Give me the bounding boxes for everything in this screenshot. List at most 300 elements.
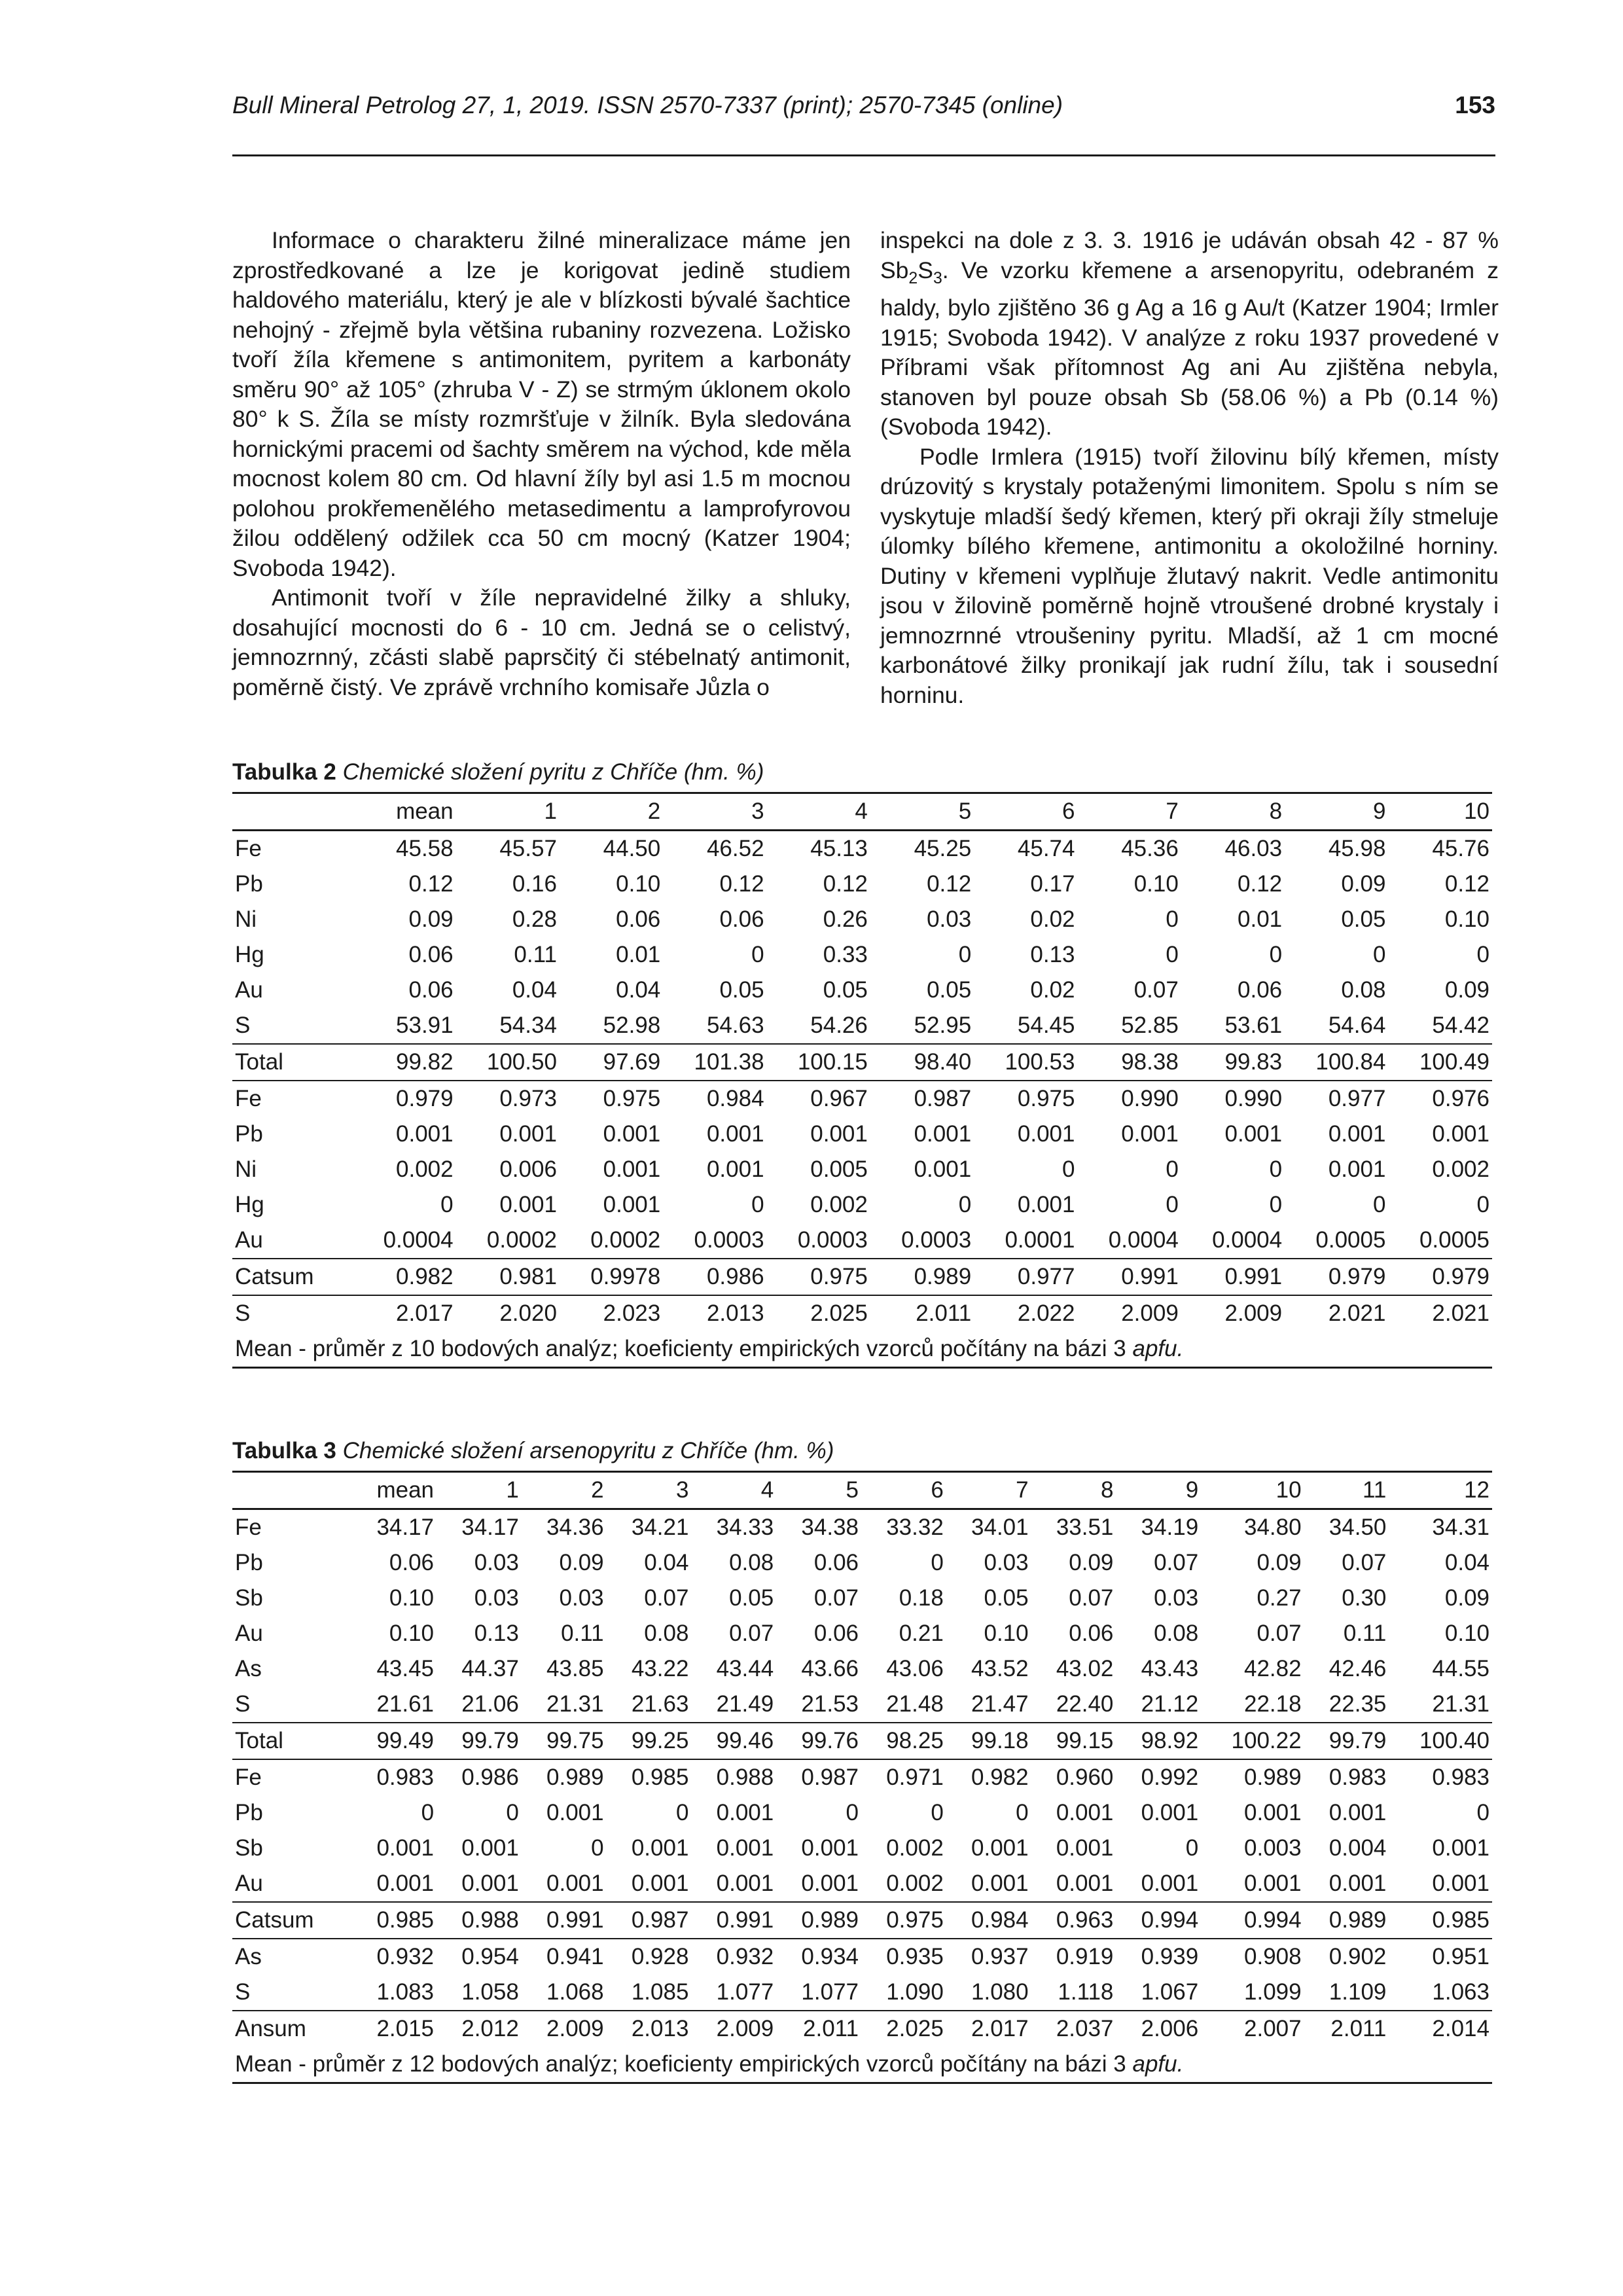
table-cell: 0.11 [561, 1621, 604, 1646]
table-cell: 21.61 [376, 1691, 435, 1717]
table-cell: 42.82 [1244, 1656, 1302, 1681]
table-cell: 53.91 [396, 1013, 454, 1038]
table-cell: 2.011 [1304, 2011, 1389, 2047]
table-cell: 0.09 [1444, 977, 1489, 1003]
table-cell: 45.58 [396, 836, 454, 861]
paragraph-inspection: inspekci na dole z 3. 3. 1916 je udáván obsah 42 - 87 % $Sb_2S_3$. Ve vzorku křemene a arsenopyritu, odebraném z haldy, bylo zjištěno 36 g Ag a 16 g Au/t (Katzer 1904; Irmler 1915; Svoboda 1942). V analýze z roku 1937 provedené v Příbrami však přítomnost Ag ani Au zjištěna nebyla, stanoven byl pouze obsah Sb (58.06 %) a Pb (0.14 %) (Svoboda 1942). [880, 227, 1499, 440]
table-cell: 1.063 [1432, 1979, 1489, 2005]
table-row [232, 1866, 1492, 1902]
table-cell: 0.006 [499, 1157, 557, 1182]
table-cell: 99.49 [351, 1723, 437, 1759]
table-cell: 0.03 [984, 1550, 1029, 1575]
table-cell: 0 [506, 1800, 519, 1825]
table-cell: 44.50 [603, 836, 661, 861]
table-cell: 43.52 [971, 1656, 1029, 1681]
table-cell: 1.083 [376, 1979, 435, 2005]
table-cell: 0.001 [1329, 1871, 1387, 1896]
table-cell: 0.13 [474, 1621, 519, 1646]
table-row [232, 1008, 1492, 1044]
table-cell: 21.31 [1432, 1691, 1489, 1717]
table-cell: 0.18 [899, 1585, 944, 1611]
page-number: 153 [1455, 92, 1495, 118]
page-header [232, 92, 1495, 157]
table-footnote-row [232, 2047, 1492, 2083]
table-cell: 0.001 [971, 1871, 1029, 1896]
table-cell: 0.002 [886, 1871, 944, 1896]
table-cell: 0.001 [1244, 1871, 1302, 1896]
table-cell: 98.40 [870, 1044, 974, 1081]
table-cell: 34.80 [1244, 1515, 1302, 1540]
table-cell: 0.12 [927, 871, 972, 897]
table-cell: 0.001 [971, 1835, 1029, 1861]
table-cell: 0.991 [1078, 1259, 1181, 1295]
table-cell: 54.26 [810, 1013, 868, 1038]
table-cell: 34.19 [1141, 1515, 1199, 1540]
header-cell: 9 [1185, 1477, 1199, 1503]
table-cell: 2.017 [352, 1295, 455, 1331]
table-cell: 99.25 [607, 1723, 692, 1759]
table-cell: 100.50 [456, 1044, 560, 1081]
table-cell: 0.989 [870, 1259, 974, 1295]
table-cell: 0.001 [1224, 1121, 1283, 1147]
table-cell: 1.068 [546, 1979, 604, 2005]
table-cell: 0.33 [823, 942, 868, 967]
table-cell: 0.0003 [694, 1227, 764, 1253]
row-label: Fe [235, 836, 262, 861]
table-cell: 54.63 [706, 1013, 764, 1038]
table-cell: 2.009 [1181, 1295, 1285, 1331]
table-cell: 45.13 [810, 836, 868, 861]
table-cell: 0.979 [352, 1081, 455, 1117]
table-cell: 0.985 [607, 1759, 692, 1795]
table-cell: 0.982 [946, 1759, 1031, 1795]
header-cell: mean [396, 798, 454, 824]
table-cell: 0.977 [974, 1259, 1077, 1295]
table-cell: 99.46 [691, 1723, 776, 1759]
table-cell: 0 [1372, 942, 1386, 967]
header-cell: 6 [931, 1477, 944, 1503]
table-cell: 34.33 [716, 1515, 774, 1540]
table-cell: 0.001 [631, 1871, 689, 1896]
table-cell: 0.989 [522, 1759, 607, 1795]
table-cell: 0.984 [946, 1902, 1031, 1939]
table-cell: 43.02 [1056, 1656, 1114, 1681]
table-cell: 0.10 [616, 871, 661, 897]
table-cell: 0.001 [716, 1800, 774, 1825]
table-cell: 0.989 [776, 1902, 861, 1939]
table-cell: 0 [1062, 1157, 1075, 1182]
table-cell: 98.25 [861, 1723, 946, 1759]
table-cell: 0.971 [861, 1759, 946, 1795]
table-cell: 0.21 [899, 1621, 944, 1646]
table-row [232, 831, 1492, 867]
table-cell: 22.40 [1056, 1691, 1114, 1717]
table-cell: 2.017 [946, 2011, 1031, 2047]
table-cell: 0.03 [474, 1550, 519, 1575]
table-cell: 0.02 [1030, 906, 1075, 932]
table-cell: 34.17 [461, 1515, 519, 1540]
row-label: Pb [235, 1121, 263, 1147]
table-cell: 0.975 [974, 1081, 1077, 1117]
table-cell: 0.001 [1141, 1871, 1199, 1896]
table-cell: 54.45 [1017, 1013, 1075, 1038]
header-cell: 3 [675, 1477, 689, 1503]
table-cell: 0.001 [1432, 1871, 1489, 1896]
row-label: Fe [235, 1515, 262, 1540]
row-label: As [235, 1656, 262, 1681]
table-cell: 0.001 [603, 1192, 661, 1217]
table-cell: 0.979 [1285, 1259, 1388, 1295]
table-cell: 0.0004 [383, 1227, 454, 1253]
table-cell: 0.001 [914, 1121, 972, 1147]
table-cell: 0 [751, 942, 764, 967]
table-cell: 0.001 [1432, 1835, 1489, 1861]
table-cell: 0.06 [1069, 1621, 1114, 1646]
table-cell: 0.001 [376, 1835, 435, 1861]
table-cell: 0.0004 [1212, 1227, 1283, 1253]
table-caption [232, 1438, 1492, 1464]
table-row [232, 1975, 1492, 2011]
table-cell: 2.011 [776, 2011, 861, 2047]
row-label: Total [232, 1723, 351, 1759]
table-cell: 0.001 [914, 1157, 972, 1182]
table-cell: 21.12 [1141, 1691, 1199, 1717]
table-cell: 0.27 [1257, 1585, 1302, 1611]
table-cell: 0.983 [1389, 1759, 1492, 1795]
table-cell: 0.992 [1116, 1759, 1201, 1795]
table-cell: 0.001 [376, 1871, 435, 1896]
table-cell: 0 [421, 1800, 435, 1825]
table-row [232, 2011, 1492, 2047]
table-cell: 0.990 [1181, 1081, 1285, 1117]
table-cell: 0.934 [776, 1939, 861, 1975]
table-cell: 45.25 [914, 836, 972, 861]
table-label: Tabulka 2 [232, 759, 336, 785]
table-cell: 0.001 [1056, 1871, 1114, 1896]
table-row [232, 1117, 1492, 1152]
table-title: Chemické složení arsenopyritu z Chříče (hm. %) [342, 1438, 834, 1463]
table-cell: 2.009 [691, 2011, 776, 2047]
table-cell: 45.36 [1121, 836, 1179, 861]
table-row [232, 1795, 1492, 1831]
table-row [232, 1187, 1492, 1223]
table-cell: 21.31 [546, 1691, 604, 1717]
table-cell: 0 [1269, 1192, 1283, 1217]
table-cell: 0.985 [1389, 1902, 1492, 1939]
table-row [232, 1295, 1492, 1331]
row-label: Pb [235, 1800, 263, 1825]
table-cell: 0.990 [1078, 1081, 1181, 1117]
journal-citation: Bull Mineral Petrolog 27, 1, 2019. ISSN 2570-7337 (print); 2570-7345 (online) [232, 92, 1063, 118]
table-cell: 0.06 [813, 1550, 859, 1575]
table-row [232, 1081, 1492, 1117]
table-cell: 0.10 [1444, 906, 1489, 932]
table-cell: 1.090 [886, 1979, 944, 2005]
header-cell: 4 [760, 1477, 774, 1503]
table-cell: 0.001 [1329, 1800, 1387, 1825]
header-cell: 10 [1464, 798, 1489, 824]
table-cell: 0.01 [1238, 906, 1283, 932]
table-cell: 0.960 [1031, 1759, 1116, 1795]
table-cell: 0.08 [644, 1621, 689, 1646]
table-cell: 0.28 [512, 906, 557, 932]
table-cell: 0 [1016, 1800, 1029, 1825]
table-cell: 0.03 [1154, 1585, 1199, 1611]
table-cell: 21.49 [716, 1691, 774, 1717]
table-cell: 0.0004 [1108, 1227, 1179, 1253]
text-column-right [880, 226, 1499, 710]
table-cell: 0.08 [729, 1550, 774, 1575]
table-cell: 0.05 [927, 977, 972, 1003]
table-cell: 0 [1166, 906, 1179, 932]
table-cell: 2.011 [870, 1295, 974, 1331]
table-footnote-row [232, 1331, 1492, 1368]
table-cell: 21.48 [886, 1691, 944, 1717]
table-row [232, 973, 1492, 1008]
table-cell: 33.32 [886, 1515, 944, 1540]
table-cell: 0 [1476, 1800, 1489, 1825]
table-cell: 44.37 [461, 1656, 519, 1681]
table-cell: 100.40 [1389, 1723, 1492, 1759]
table-cell: 22.35 [1329, 1691, 1387, 1717]
table-cell: 54.64 [1328, 1013, 1386, 1038]
table-cell: 0.12 [1444, 871, 1489, 897]
table-cell: 0.005 [810, 1157, 868, 1182]
table-cell: 54.34 [499, 1013, 557, 1038]
table-row [232, 1831, 1492, 1866]
table-cell: 0.003 [1244, 1835, 1302, 1861]
table-cell: 0.975 [560, 1081, 663, 1117]
table-cell: 0.03 [474, 1585, 519, 1611]
table-cell: 2.023 [560, 1295, 663, 1331]
table-cell: 52.85 [1121, 1013, 1179, 1038]
row-label: S [232, 1295, 352, 1331]
table-cell: 2.006 [1116, 2011, 1201, 2047]
table-cell: 0.09 [559, 1550, 604, 1575]
table-cell: 0.10 [389, 1585, 435, 1611]
table-cell: 0.06 [408, 977, 454, 1003]
table-cell: 101.38 [663, 1044, 766, 1081]
table-cell: 0.987 [607, 1902, 692, 1939]
table-cell: 0.001 [1432, 1121, 1489, 1147]
table-cell: 0.919 [1031, 1939, 1116, 1975]
table-cell: 0 [1166, 1157, 1179, 1182]
table-cell: 0.05 [729, 1585, 774, 1611]
table-cell: 43.85 [546, 1656, 604, 1681]
header-cell-element [232, 1472, 351, 1509]
table-cell: 0 [1166, 1192, 1179, 1217]
table-cell: 0 [958, 1192, 972, 1217]
table-cell: 0 [846, 1800, 859, 1825]
table-cell: 52.98 [603, 1013, 661, 1038]
row-label: As [232, 1939, 351, 1975]
table-cell: 43.66 [801, 1656, 859, 1681]
table-cell: 0 [1269, 1157, 1283, 1182]
table-cell: 0.10 [1444, 1621, 1489, 1646]
row-label: Pb [235, 1550, 263, 1575]
table-cell: 98.92 [1116, 1723, 1201, 1759]
table-row [232, 902, 1492, 937]
table-cell: 100.53 [974, 1044, 1077, 1081]
row-label: Catsum [232, 1259, 352, 1295]
table-cell: 53.61 [1224, 1013, 1283, 1038]
table-cell: 0.973 [456, 1081, 560, 1117]
table-cell: 99.15 [1031, 1723, 1116, 1759]
table-cell: 0.001 [716, 1871, 774, 1896]
row-label: Pb [235, 871, 263, 897]
table-cell: 100.84 [1285, 1044, 1388, 1081]
table-pyrite [232, 759, 1492, 1369]
paragraph-antimonite: Antimonit tvoří v žíle nepravidelné žilky a shluky, dosahující mocnosti do 6 - 10 cm. Jedná se o celistvý, jemnozrnný, zčásti slabě paprsčitý či stébelnatý antimonit, poměrně čistý. Ve zprávě vrchního komisaře Jůzla o [232, 584, 851, 700]
table-cell: 45.98 [1328, 836, 1386, 861]
table-cell: 0.988 [691, 1759, 776, 1795]
header-cell: 3 [751, 798, 764, 824]
table-cell: 0.001 [603, 1157, 661, 1182]
table-cell: 0.06 [389, 1550, 435, 1575]
table-cell: 2.021 [1285, 1295, 1388, 1331]
header-cell: 1 [544, 798, 557, 824]
table-cell: 0.932 [351, 1939, 437, 1975]
table-cell: 0.001 [396, 1121, 454, 1147]
table-cell: 0 [1185, 1835, 1199, 1861]
table-cell: 0.07 [1342, 1550, 1387, 1575]
table-cell: 0.001 [461, 1835, 519, 1861]
table-cell: 0.963 [1031, 1902, 1116, 1939]
table-cell: 0 [931, 1800, 944, 1825]
row-label: Catsum [232, 1902, 351, 1939]
table-cell: 0.11 [514, 942, 557, 967]
table-cell: 2.025 [861, 2011, 946, 2047]
table-cell: 0.991 [691, 1902, 776, 1939]
table-cell: 99.83 [1181, 1044, 1285, 1081]
table-cell: 0 [675, 1800, 689, 1825]
table-title: Chemické složení pyritu z Chříče (hm. %) [342, 759, 764, 785]
table-cell: 2.014 [1389, 2011, 1492, 2047]
table-cell: 98.38 [1078, 1044, 1181, 1081]
text-column-left [232, 226, 851, 702]
header-cell-element [232, 793, 352, 831]
table-row [232, 937, 1492, 973]
table-cell: 0.10 [1133, 871, 1179, 897]
row-label: S [235, 1691, 251, 1717]
table-cell: 0.994 [1116, 1902, 1201, 1939]
table-cell: 0.30 [1342, 1585, 1387, 1611]
table-cell: 34.31 [1432, 1515, 1489, 1540]
table-cell: 0.12 [823, 871, 868, 897]
table-cell: 0.982 [352, 1259, 455, 1295]
table-cell: 0.07 [1069, 1585, 1114, 1611]
table-cell: 0.12 [1238, 871, 1283, 897]
table-cell: 0.001 [631, 1835, 689, 1861]
table-cell: 0.07 [1154, 1550, 1199, 1575]
table-cell: 0.07 [813, 1585, 859, 1611]
table-cell: 99.79 [437, 1723, 522, 1759]
table-cell: 34.01 [971, 1515, 1029, 1540]
table-cell: 99.79 [1304, 1723, 1389, 1759]
table-cell: 0.08 [1341, 977, 1386, 1003]
table-cell: 0.02 [1030, 977, 1075, 1003]
table-cell: 34.21 [631, 1515, 689, 1540]
table-cell: 34.38 [801, 1515, 859, 1540]
table-cell: 0.001 [499, 1192, 557, 1217]
table-cell: 0.001 [1017, 1192, 1075, 1217]
header-cell: 5 [958, 798, 972, 824]
table-cell: 0.03 [927, 906, 972, 932]
table-cell: 0.983 [351, 1759, 437, 1795]
table-cell: 100.22 [1201, 1723, 1304, 1759]
table-cell: 100.15 [767, 1044, 870, 1081]
table-cell: 0.989 [1304, 1902, 1389, 1939]
table-cell: 2.015 [351, 2011, 437, 2047]
row-label: Fe [232, 1759, 351, 1795]
table-cell: 0.12 [719, 871, 764, 897]
table-arsenopyrite [232, 1438, 1492, 2084]
row-label: S [235, 1013, 251, 1038]
table-cell: 0.902 [1304, 1939, 1389, 1975]
header-cell: 12 [1464, 1477, 1489, 1503]
table-row [232, 1581, 1492, 1616]
table-cell: 0.001 [810, 1121, 868, 1147]
header-cell: 8 [1100, 1477, 1114, 1503]
table-cell: 0.17 [1030, 871, 1075, 897]
table-cell: 0.935 [861, 1939, 946, 1975]
table-cell: 0.986 [663, 1259, 766, 1295]
table-cell: 0.002 [886, 1835, 944, 1861]
table-cell: 2.025 [767, 1295, 870, 1331]
table-cell: 0.10 [389, 1621, 435, 1646]
table-cell: 0.001 [706, 1121, 764, 1147]
header-cell: 7 [1016, 1477, 1029, 1503]
row-label: Au [235, 1621, 263, 1646]
table-cell: 0.09 [1257, 1550, 1302, 1575]
table-cell: 0.932 [691, 1939, 776, 1975]
table-cell: 21.06 [461, 1691, 519, 1717]
table-cell: 99.82 [352, 1044, 455, 1081]
table-cell: 0.928 [607, 1939, 692, 1975]
table-cell: 21.47 [971, 1691, 1029, 1717]
table-row [232, 1902, 1492, 1939]
header-cell: 11 [1363, 1477, 1387, 1503]
row-label: Sb [235, 1585, 263, 1611]
table-cell: 0.09 [1069, 1550, 1114, 1575]
arsenopyrite-composition-table [232, 1471, 1492, 2084]
table-cell: 0.001 [801, 1871, 859, 1896]
table-cell: 0.984 [663, 1081, 766, 1117]
table-cell: 2.009 [1078, 1295, 1181, 1331]
table-cell: 46.52 [706, 836, 764, 861]
table-cell: 0.954 [437, 1939, 522, 1975]
table-cell: 0.987 [870, 1081, 974, 1117]
table-cell: 34.50 [1329, 1515, 1387, 1540]
table-cell: 2.013 [607, 2011, 692, 2047]
table-cell: 0.939 [1116, 1939, 1201, 1975]
header-cell: 2 [591, 1477, 604, 1503]
header-cell: 10 [1275, 1477, 1302, 1503]
table-cell: 0.937 [946, 1939, 1031, 1975]
table-cell: 0 [751, 1192, 764, 1217]
table-cell: 0.001 [801, 1835, 859, 1861]
table-cell: 0 [1372, 1192, 1386, 1217]
table-row [232, 1152, 1492, 1187]
row-label: Au [235, 1227, 263, 1253]
table-cell: 0.05 [719, 977, 764, 1003]
header-rule [232, 154, 1495, 156]
table-row [232, 1044, 1492, 1081]
row-label: Fe [232, 1081, 352, 1117]
table-cell: 0.04 [616, 977, 661, 1003]
table-cell: 0.977 [1285, 1081, 1388, 1117]
table-cell: 0.986 [437, 1759, 522, 1795]
